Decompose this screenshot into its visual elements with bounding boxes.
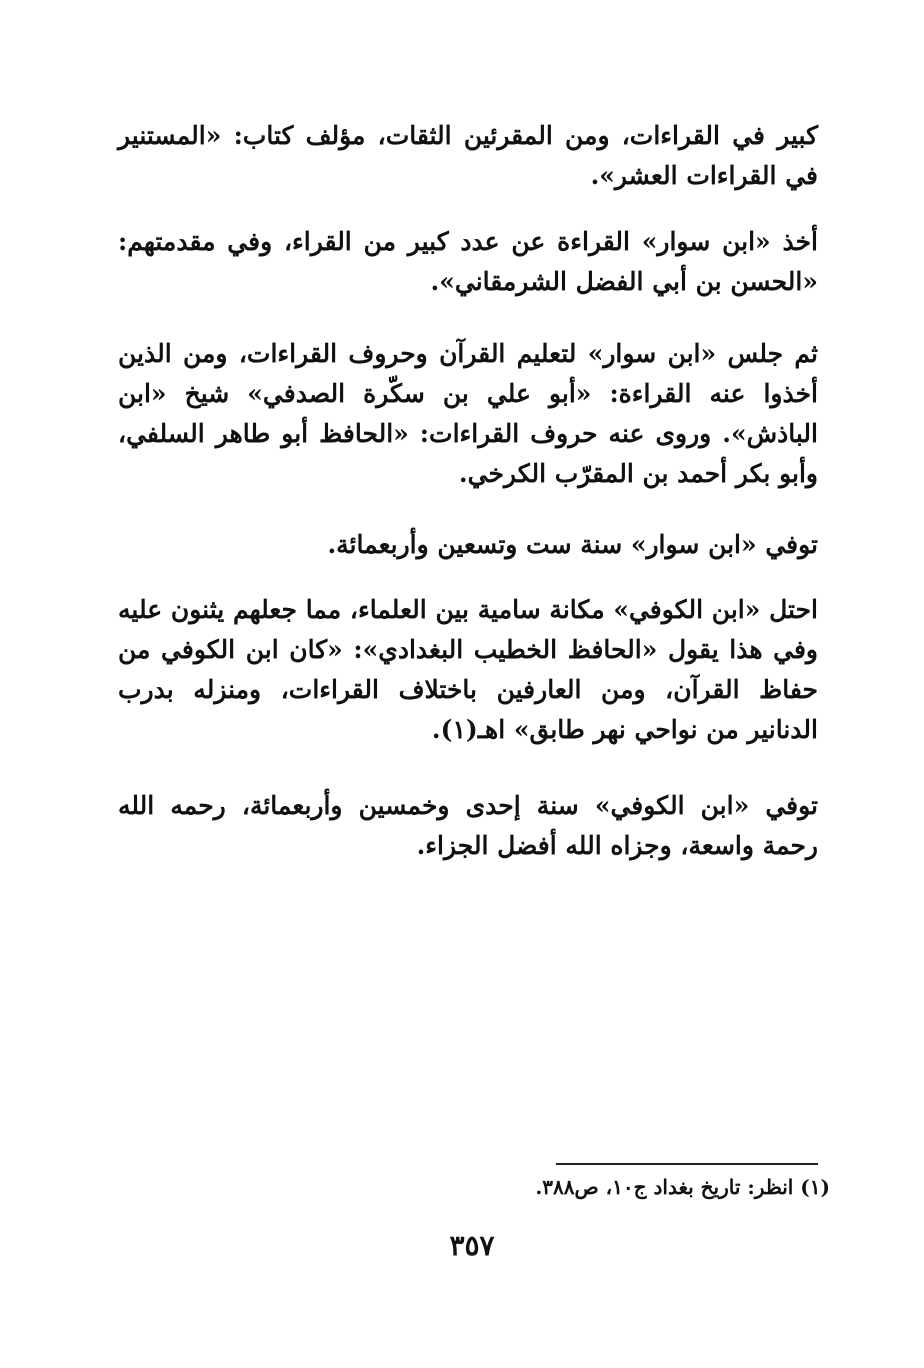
paragraph-1: كبير في القراءات، ومن المقرئين الثقات، مؤلف كتاب: «المستنير في القراءات العشر». — [118, 121, 818, 190]
paragraph-5: احتل «ابن الكوفي» مكانة سامية بين العلماء، مما جعلهم يثنون عليه وفي هذا يقول «الحافظ الخطيب البغدادي»: «كان ابن الكوفي من حفاظ القرآن، ومن العارفين باختلاف القراءات، ومنزله بدرب الدنانير من نواحي نهر طابق» اهـ(١). — [118, 595, 818, 744]
paragraph-4: توفي «ابن سوار» سنة ست وتسعين وأربعمائة. — [327, 530, 818, 559]
footnote: (١) انظر: تاريخ بغداد ج١٠، ص٣٨٨. — [535, 1175, 830, 1199]
paragraph-6: توفي «ابن الكوفي» سنة إحدى وخمسين وأربعمائة، رحمه الله رحمة واسعة، وجزاه الله أفضل الجزاء. — [118, 791, 818, 860]
page-number: ٣٥٧ — [449, 1229, 495, 1262]
footnote-divider — [556, 1163, 818, 1165]
paragraph-2: أخذ «ابن سوار» القراءة عن عدد كبير من القراء، وفي مقدمتهم: «الحسن بن أبي الفضل الشرمقاني». — [118, 227, 818, 296]
paragraph-3: ثم جلس «ابن سوار» لتعليم القرآن وحروف القراءات، ومن الذين أخذوا عنه القراءة: «أبو علي بن سكّرة الصدفي» شيخ «ابن الباذش». وروى عنه حروف القراءات: «الحافظ أبو طاهر السلفي، وأبو بكر أحمد بن المقرّب الكرخي. — [118, 339, 818, 488]
